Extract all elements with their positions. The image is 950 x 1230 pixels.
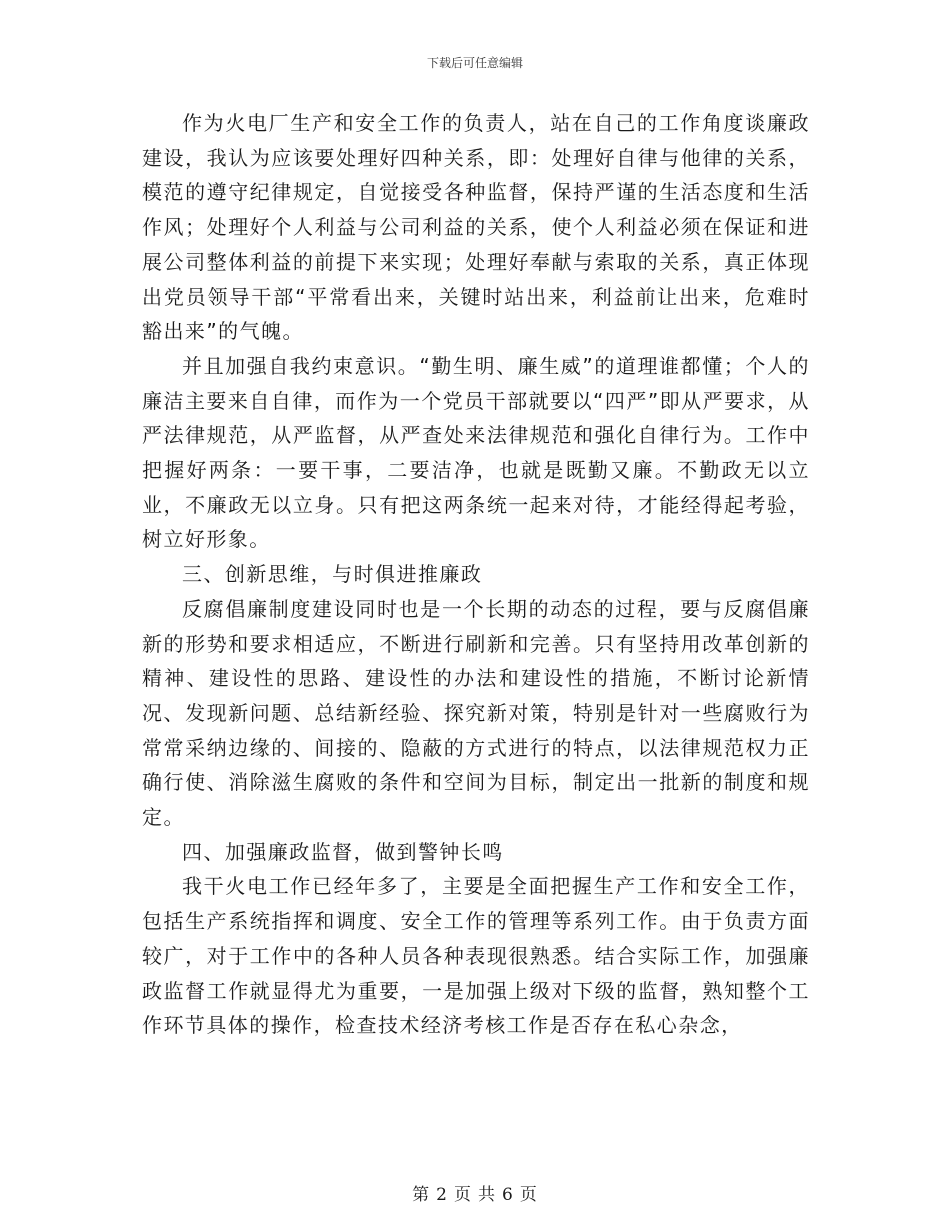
section-heading-4: 四、加强廉政监督，做到警钟长鸣 — [182, 839, 504, 864]
page-footer — [0, 1180, 950, 1205]
paragraph-3: 反腐倡廉制度建设同时也是一个长期的动态的过程，要与反腐倡廉新的形势和要求相适应，不断进行刷新和完善。只有坚持用改革创新的精神、建设性的思路、建设性的办法和建设性的措施，不断讨论新情况、发现新问题、总结新经验、探究新对策，特别是针对一些腐败行为常常采纳边缘的、间接的、隐蔽的方式进行的特点，以法律规范权力正确行使、消除滋生腐败的条件和空间为目标，制定出一批新的制度和规定。 — [142, 596, 810, 830]
footer-total-pages: 6 — [502, 1185, 514, 1205]
footer-current-page: 2 — [436, 1185, 448, 1205]
document-body — [142, 106, 810, 1043]
footer-label-unit2: 页 — [519, 1185, 538, 1205]
paragraph-1: 作为火电厂生产和安全工作的负责人，站在自己的工作角度谈廉政建设，我认为应该要处理好四种关系，即：处理好自律与他律的关系，模范的遵守纪律规定，自觉接受各种监督，保持严谨的生活态度和生活作风；处理好个人利益与公司利益的关系，使个人利益必须在保证和进展公司整体利益的前提下来实现；处理好奉献与索取的关系，真正体现出党员领导干部“平常看出来，关键时站出来，利益前让出来，危难时豁出来”的气魄。 — [142, 111, 810, 344]
paragraph-4: 我干火电工作已经年多了，主要是全面把握生产工作和安全工作，包括生产系统指挥和调度、安全工作的管理等系列工作。由于负责方面较广，对于工作中的各种人员各种表现很熟悉。结合实际工作，加强廉政监督工作就显得尤为重要，一是加强上级对下级的监督，熟知整个工作环节具体的操作，检查技术经济考核工作是否存在私心杂念， — [142, 874, 810, 1038]
paragraph-2: 并且加强自我约束意识。“勤生明、廉生威”的道理谁都懂；个人的廉洁主要来自自律，而作为一个党员干部就要以“四严”即从严要求，从严法律规范，从严监督，从严查处来法律规范和强化自律行为。工作中把握好两条：一要干事，二要洁净，也就是既勤又廉。不勤政无以立业，不廉政无以立身。只有把这两条统一起来对待，才能经得起考验，树立好形象。 — [142, 353, 810, 552]
header-note: 下载后可任意编辑 — [426, 56, 523, 70]
footer-label-total: 共 — [478, 1185, 496, 1205]
section-heading-3: 三、创新思维，与时俱进推廉政 — [182, 562, 483, 587]
footer-label-page: 第 — [412, 1185, 431, 1205]
footer-label-unit: 页 — [454, 1185, 472, 1205]
